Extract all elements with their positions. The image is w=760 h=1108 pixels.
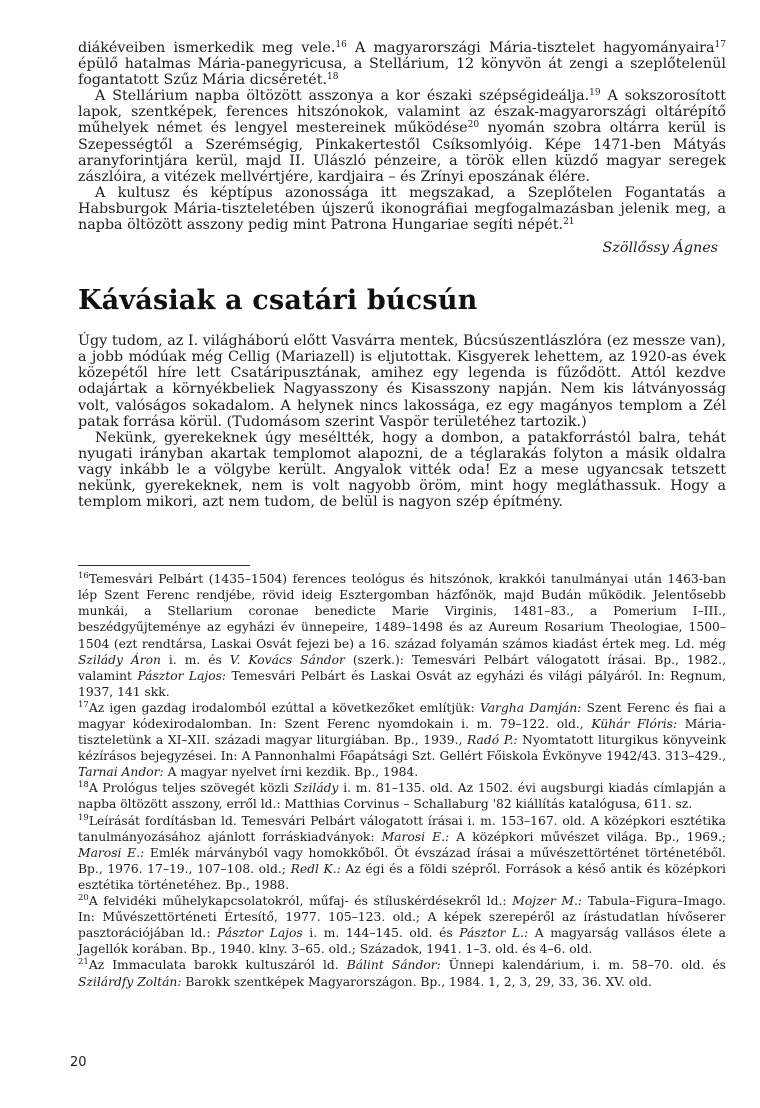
text-run: Az égi és a földi szépről. Források a késő antik és középkori esztétika történetéhez. Bp., 1988. xyxy=(78,861,726,892)
page-number: 20 xyxy=(70,1055,87,1070)
text-run: Nyomtatott liturgikus könyveink kézírásos bejegyzései. In: A Pannonhalmi Főapátsági Szt. Gellért Főiskola Évkönyve 1942/43. 313–429., xyxy=(78,733,726,764)
text-run: A Stellárium napba öltözött asszonya a kor északi szépségideálja. xyxy=(95,88,590,105)
footnote-19 xyxy=(78,813,726,893)
text-run: Temesvári Pelbárt (1435–1504) ferences teológus és hitszónok, krakkói tanulmányai után 1463-ban lép Szent Ferenc rendjébe, rövid ideig Esztergomban házfőnök, majd Budán működik. Jelentősebb munkái, a Stellarium coronae benedicte Marie Virginis, 1481–83., a Pomerium I–III., beszédgyűjteménye az egyházi év ünnepeire, 1489–1498 és az Aureum Rosarium Theologiae, 1500–1504 (ezt rendtársa, Laskai Osvát fejezi be) a 16. század folyamán számos kiadást értek meg. Ld. még xyxy=(78,572,726,651)
author-signature: Szöllőssy Ágnes xyxy=(602,240,718,257)
italic-author: Redl K.: xyxy=(290,861,341,876)
footnote-ref: 16 xyxy=(335,40,347,50)
footnote-ref: 18 xyxy=(327,72,339,83)
italic-author: Marosi E.: xyxy=(78,845,145,860)
italic-author: Pásztor L.: xyxy=(459,926,529,941)
italic-author: Pásztor Lajos: xyxy=(137,668,227,683)
text-run: i. m. és xyxy=(160,652,230,667)
footnote-ref: 20 xyxy=(467,120,480,131)
text-run: Az igen gazdag irodalomból ezúttal a következőket említjük: xyxy=(88,700,480,715)
text-run: i. m. 144–145. old. és xyxy=(302,926,460,941)
text-run: nyomán szobra oltárra kerül is Szepességtől a Szerémségig, Pinkakertestől Csíksomlyóig. Képe 1471-ben Mátyás aranyforintjára kerül, majd II. Ulászló pénzeire, a török ellen küzdő magyar seregek zászlóira, a vitézek mellvértjére, kardjaira – és Zrínyi eposzának élére. xyxy=(78,120,726,185)
italic-author: Tarnai Andor: xyxy=(78,765,164,780)
italic-author: Pásztor Lajos xyxy=(217,926,303,941)
text-run: Temesvári Pelbárt és Laskai Osvát az egyházi és világi pályáról. In: Regnum, 1937, 141 skk. xyxy=(78,668,726,699)
text-run: Emlék márványból vagy homokkőből. Öt évszázad írásai a művészettörténet történetéből. Bp., 1976. 17–19., 107–108. old.; xyxy=(78,845,726,876)
italic-author: Radó P.: xyxy=(466,733,518,748)
italic-author: Marosi E.: xyxy=(381,829,450,844)
footnote-ref: 20 xyxy=(78,893,89,904)
text-run: épülő hatalmas Mária-panegyricusa, a Stellárium, 12 könyvön át zengi a szeplőtelenül fogantatott Szűz Mária dicséretét. xyxy=(78,56,726,89)
italic-author: Szilárdfy Zoltán: xyxy=(78,974,182,989)
text-run: Leírását fordításban ld. Temesvári Pelbárt válogatott írásai i. m. 153–167. old. A középkori esztétika tanulmányozásához ajánlott forráskiadványok: xyxy=(78,813,726,844)
footnote-20 xyxy=(78,893,726,957)
text-run: Barokk szentképek Magyarországon. Bp., 1984. 1, 2, 3, 29, 33, 36. XV. old. xyxy=(181,974,652,989)
italic-author: Szilády xyxy=(293,781,339,796)
footnote-16 xyxy=(78,571,726,700)
body-paragraph-1 xyxy=(78,40,726,88)
article-title: Kávásiak a csatári búcsún xyxy=(78,285,478,317)
italic-author: Mojzer M.: xyxy=(512,894,583,909)
italic-author: V. Kovács Sándor xyxy=(229,652,345,667)
italic-author: Vargha Damján: xyxy=(479,700,582,715)
footnote-17 xyxy=(78,700,726,780)
text-run: Szent Ferenc és fiai a magyar kódexirodalomban. In: Szent Ferenc nyomdokain i. m. 79–122. old., xyxy=(78,700,726,731)
text-run: i. m. 81–135. old. Az 1502. évi augsburgi kiadás címlapján a napba öltözött asszony, erről ld.: Matthias Corvinus – Schallaburg '82 kiállítás katalógusa, 611. sz. xyxy=(78,781,726,812)
footnotes xyxy=(78,571,726,989)
article-paragraph-2: Nekünk, gyerekeknek úgy meséltték, hogy a dombon, a patakforrástól balra, tehát nyugati irányban akartak templomot alapozni, de a téglarakás folyton a másik oldalra vagy inkább le a völgybe került. Angyalok vitték oda! Ez a mese ugyancsak tetszett nekünk, gyerekeknek, nem is volt nagyobb öröm, mint hogy megláthassuk. Hogy a templom mikori, azt nem tudom, de belül is nagyon szép építmény. xyxy=(78,429,726,511)
text-run: A középkori művészet világa. Bp., 1969.; xyxy=(449,829,727,844)
text-run: A magyar nyelvet írni kezdik. Bp., 1984. xyxy=(163,765,419,780)
text-run: diákéveiben ismerkedik meg vele. xyxy=(78,40,336,56)
text-run: Ünnepi kalendárium, i. m. 58–70. old. és xyxy=(440,958,726,973)
text-run: A kultusz és képtípus azonossága itt megszakad, a Szeplőtelen Fogantatás a Habsburgok Mária-tiszteletében újszerű ikonográfiai megfogalmazásban jelenik meg, a napba öltözött asszony pedig mint Patrona Hungariae segíti népét. xyxy=(78,184,726,234)
footnote-18 xyxy=(78,780,726,812)
text-run: A magyarországi Mária-tisztelet hagyományaira xyxy=(346,40,715,56)
footnote-ref: 21 xyxy=(78,957,89,968)
footnote-ref: 19 xyxy=(78,812,89,823)
text-run: A magyarság vallásos élete a Jagellók korában. Bp., 1940. klny. 3–65. old.; Századok, 1941. 1–3. old. és 4–6. old. xyxy=(78,926,726,957)
article-paragraph-1: Úgy tudom, az I. világháború előtt Vasvárra mentek, Búcsúszentlászlóra (ez messze van), a jobb módúak még Cellig (Mariazell) is eljutottak. Kisgyerek lehettem, az 1920-as évek közepétől híre lett Csatáripusztának, amihez egy legenda is fűződött. Attól kezdve odajártak a környékbeliek Nagyasszony és Kisasszony napján. Nem kis látványosság volt, valóságos sokadalom. A helynek nincs lakossága, ez egy magányos templom a Zél patak forrása körül. (Tudomásom szerint Vaspör területéhez tartozik.) xyxy=(78,333,726,430)
footnote-ref: 17 xyxy=(78,699,89,710)
italic-author: Bálint Sándor: xyxy=(346,958,441,973)
text-run: (szerk.): Temesvári Pelbárt válogatott írásai. Bp., 1982., valamint xyxy=(78,652,726,683)
italic-author: Kühár Flóris: xyxy=(591,717,678,731)
text-run: A Prológus teljes szövegét közli xyxy=(88,781,294,796)
italic-author: Szilády Áron xyxy=(78,652,161,667)
page xyxy=(78,40,726,990)
footnote-ref: 17 xyxy=(714,40,726,50)
text-run: A felvidéki műhelykapcsolatokról, műfaj- és stíluskérdésekről ld.: xyxy=(88,894,513,909)
body-paragraph-3 xyxy=(78,185,726,233)
footnote-divider xyxy=(78,565,250,566)
text-run: Mária-tiszteletünk a XI–XII. századi magyar liturgiában. Bp., 1939., xyxy=(78,717,726,748)
footnote-ref: 18 xyxy=(78,780,89,791)
footnote-ref: 16 xyxy=(78,571,89,582)
footnote-ref: 21 xyxy=(563,217,575,228)
text-run: A sokszorosított lapok, szentképek, ferences hitszónokok, valamint az észak-magyarországi oltárépítő műhelyek német és lengyel mestereinek működése xyxy=(78,88,726,137)
footnote-21 xyxy=(78,957,726,989)
footnote-ref: 19 xyxy=(589,88,601,99)
body-paragraph-2 xyxy=(78,88,726,185)
text-run: Tabula–Figura–Imago. In: Művészettörténeti Értesítő, 1977. 105–123. old.; A képek szerepéről az írástudatlan hívőserег pasztorációjában ld.: xyxy=(78,894,726,941)
text-run: Az Immaculata barokk kultuszáról ld. xyxy=(88,958,347,973)
